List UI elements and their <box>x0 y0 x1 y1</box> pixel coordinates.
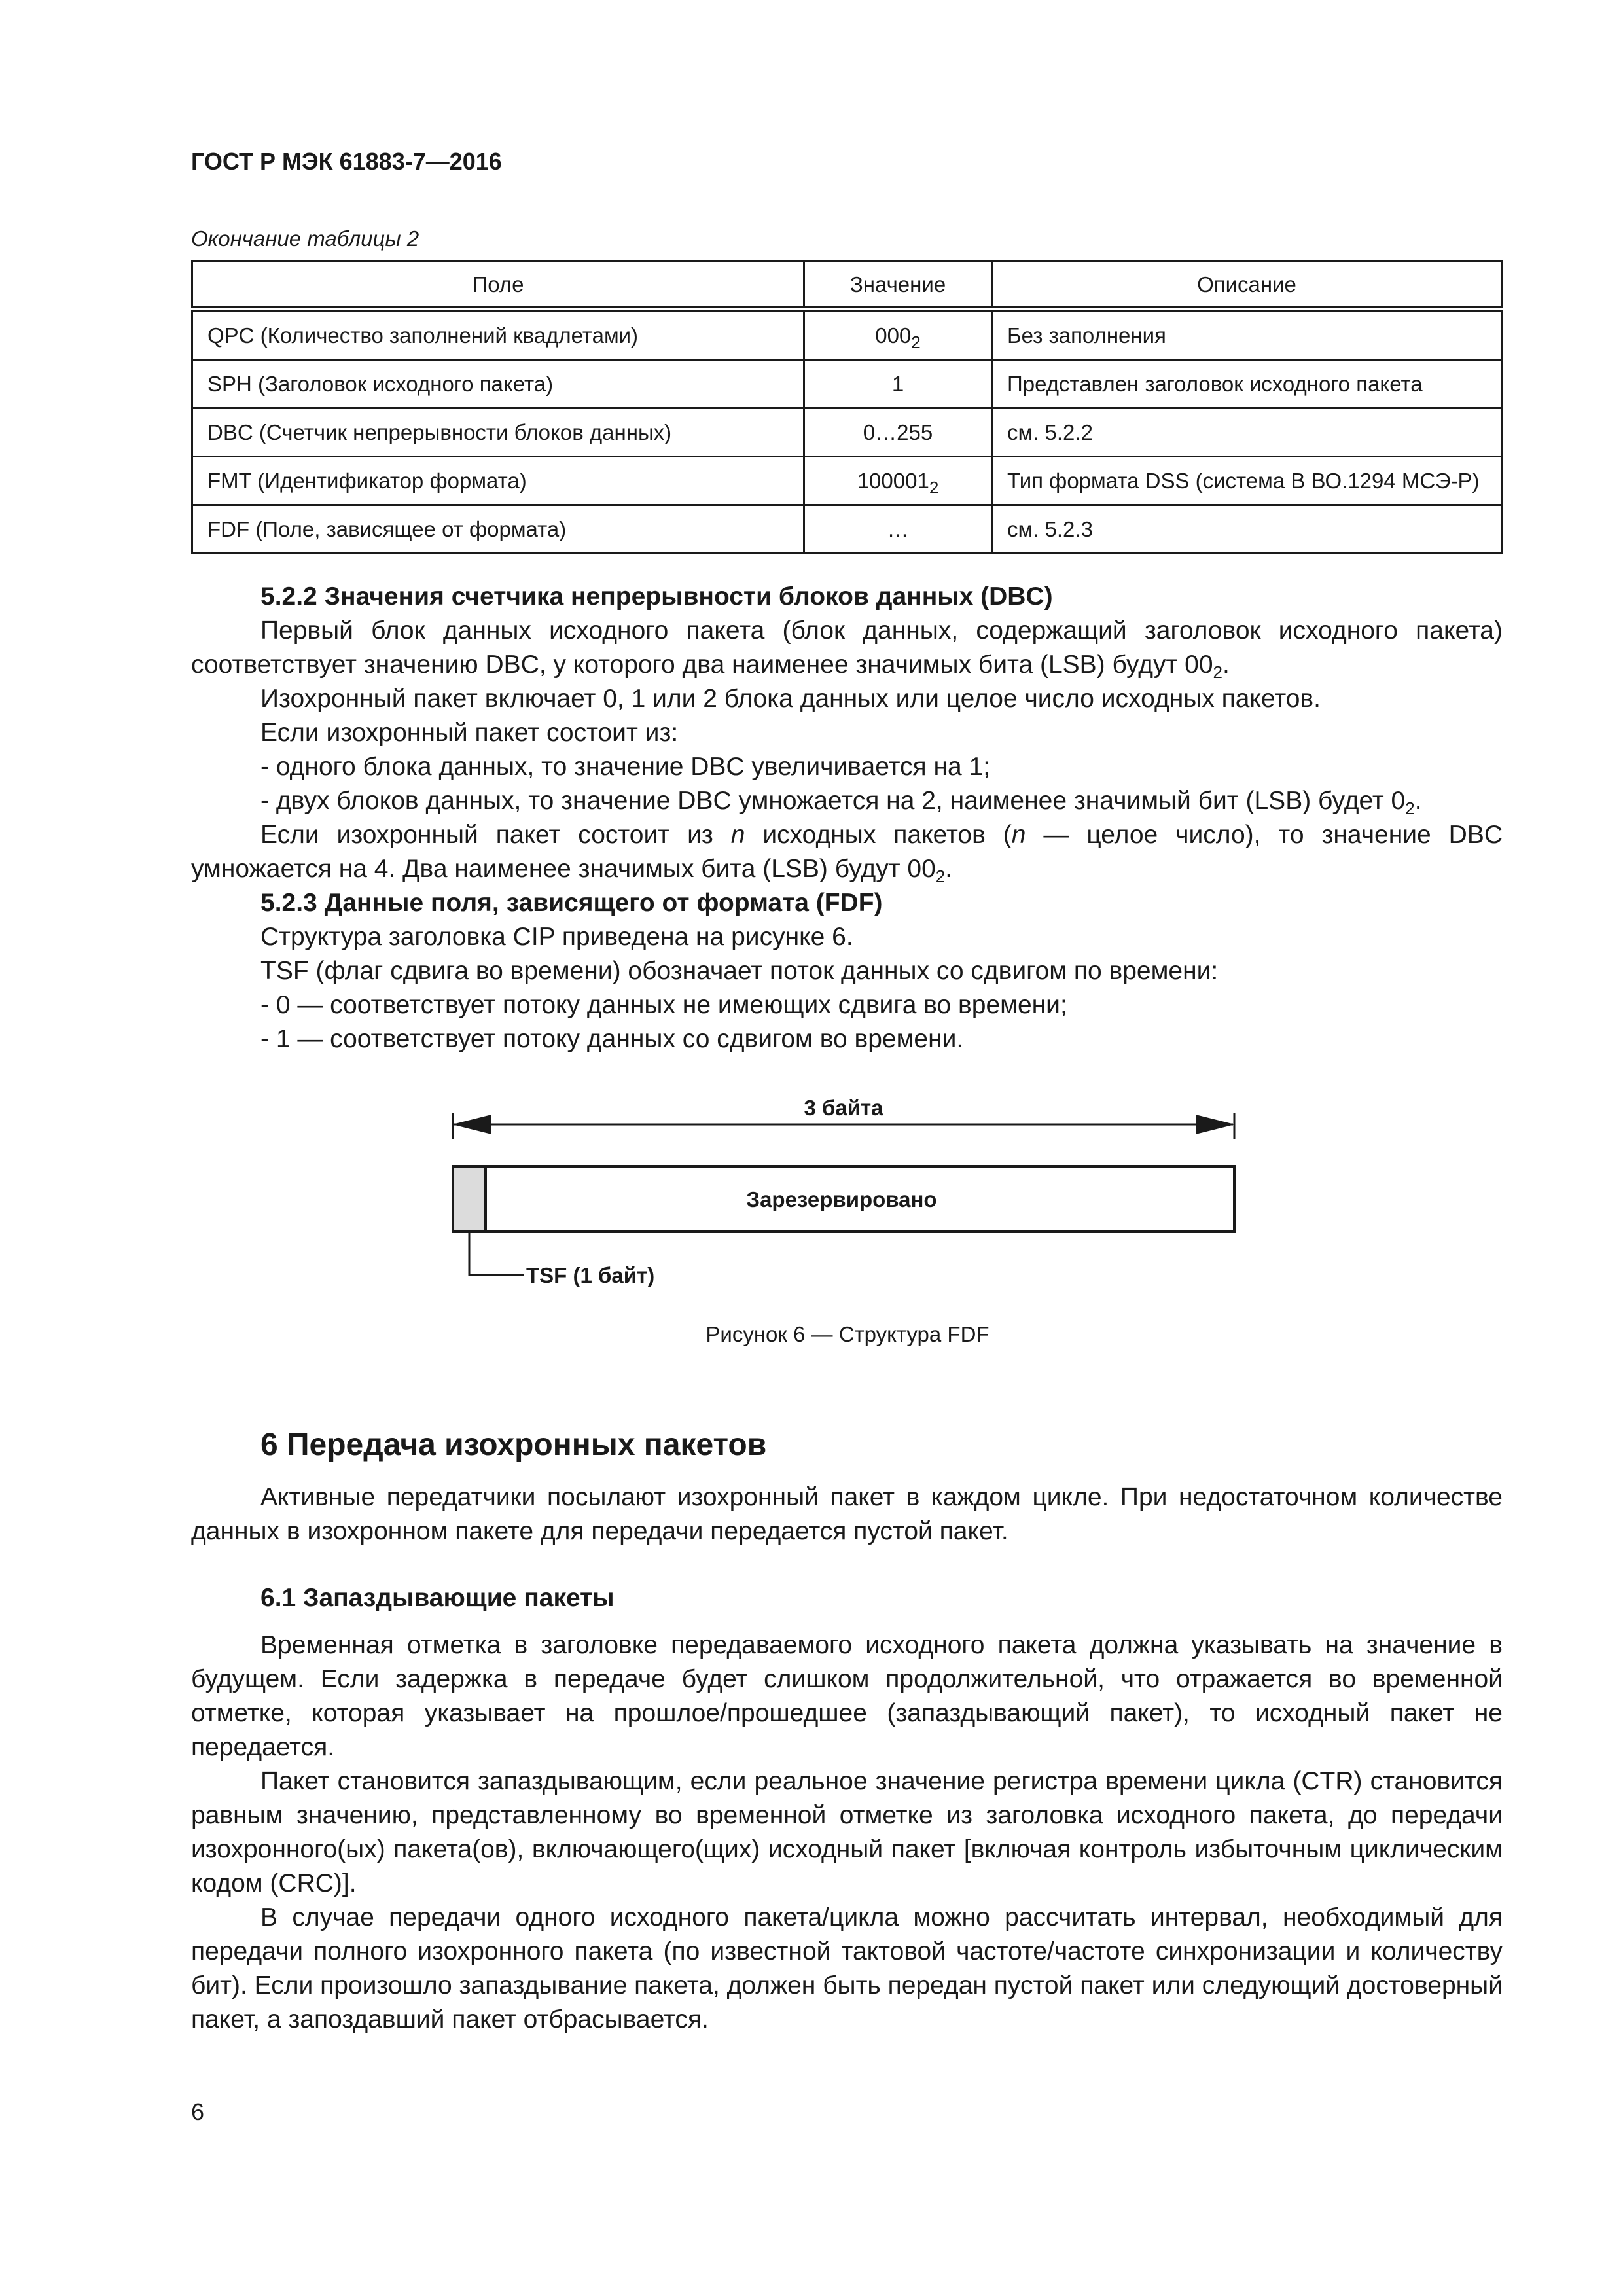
width-label: 3 байта <box>804 1096 883 1120</box>
section-6-1 <box>191 1628 1503 2037</box>
cell-description: Представлен заголовок исходного пакета <box>992 360 1502 408</box>
list-item: - одного блока данных, то значение DBC увеличивается на 1; <box>260 753 991 781</box>
page-number: 6 <box>191 2098 205 2125</box>
cell-value: $000_2$ <box>804 310 992 360</box>
paragraph: В случае передачи одного исходного пакета/цикла можно рассчитать интервал, необходимый для передачи полного изохронного пакета (по известной тактовой частоте/частоте синхронизации и количеству бит). Если произошло запаздывание пакета, должен быть передан пустой пакет или следующий достоверный пакет, а запоздавший пакет отбрасывается. <box>191 1903 1503 2034</box>
section-6 <box>191 1480 1503 1549</box>
paragraph: Активные передатчики посылают изохронный пакет в каждом цикле. При недостаточном количестве данных в изохронном пакете для передачи передается пустой пакет. <box>191 1483 1503 1545</box>
cell-field: QPC (Количество заполнений квадлетами) <box>192 310 804 360</box>
column-header-value: Значение <box>804 262 992 310</box>
section-heading-5-2-3: 5.2.3 Данные поля, зависящего от формата (FDF) <box>260 889 883 917</box>
cell-description: см. 5.2.3 <box>992 505 1502 554</box>
cell-description: Без заполнения <box>992 310 1502 360</box>
paragraph: Временная отметка в заголовке передаваемого исходного пакета должна указывать на значение в будущем. Если задержка в передаче будет слишком продолжительной, что отражается во временной отметке, которая указывает на прошлое/прошедшее (запаздывающий пакет), то исходный пакет не передается. <box>191 1631 1503 1761</box>
cell-description: см. 5.2.2 <box>992 408 1502 457</box>
column-header-field: Поле <box>192 262 804 310</box>
paragraph: TSF (флаг сдвига во времени) обозначает поток данных со сдвигом по времени: <box>260 957 1219 985</box>
cell-description: Тип формата DSS (система B ВО.1294 МСЭ-Р) <box>992 457 1502 505</box>
section-heading-6-1: 6.1 Запаздывающие пакеты <box>260 1584 615 1612</box>
paragraph: Первый блок данных исходного пакета (блок данных, содержащий заголовок исходного пакета) соответствует значению DBC, у которого два наименее значимых бита (LSB) будут $00_2$. <box>191 617 1503 682</box>
paragraph: Пакет становится запаздывающим, если реальное значение регистра времени цикла (CTR) становится равным значению, представленному во временной отметке из заголовка исходного пакета, до передачи изохронного(ых) пакета(ов), включающего(щих) исходный пакет [включая контроль избыточным циклическим кодом (CRC)]. <box>191 1767 1503 1897</box>
cell-value: 1 <box>804 360 992 408</box>
paragraph: Структура заголовка CIP приведена на рисунке 6. <box>260 923 853 951</box>
tsf-leader-line <box>469 1232 524 1275</box>
cell-field: FMT (Идентификатор формата) <box>192 457 804 505</box>
cell-field: DBC (Счетчик непрерывности блоков данных) <box>192 408 804 457</box>
cell-field: FDF (Поле, зависящее от формата) <box>192 505 804 554</box>
section-heading-5-2-2: 5.2.2 Значения счетчика непрерывности блоков данных (DBC) <box>260 583 1053 611</box>
cell-value: 0…255 <box>804 408 992 457</box>
list-item: - 0 — соответствует потоку данных не имеющих сдвига во времени; <box>260 991 1067 1019</box>
section-heading-6: 6 Передача изохронных пакетов <box>260 1427 767 1462</box>
column-header-description: Описание <box>992 262 1502 310</box>
list-item: - двух блоков данных, то значение DBC умножается на 2, наименее значимый бит (LSB) будет $0_2$. <box>260 787 1422 818</box>
cell-value: … <box>804 505 992 554</box>
cell-value: $100001_2$ <box>804 457 992 505</box>
tsf-label: TSF (1 байт) <box>526 1263 655 1287</box>
reserved-label: Зарезервировано <box>746 1187 937 1211</box>
document-code: ГОСТ Р МЭК 61883-7—2016 <box>191 148 502 175</box>
list-item: - 1 — соответствует потоку данных со сдвигом во времени. <box>260 1025 964 1053</box>
paragraph: Изохронный пакет включает 0, 1 или 2 блока данных или целое число исходных пакетов. <box>260 685 1321 713</box>
figure-caption: Рисунок 6 — Структура FDF <box>705 1322 990 1346</box>
cell-field: SPH (Заголовок исходного пакета) <box>192 360 804 408</box>
table-caption: Окончание таблицы 2 <box>191 226 419 251</box>
paragraph: Если изохронный пакет состоит из n исходных пакетов (n — целое число), то значение DBC умножается на 4. Два наименее значимых бита (LSB) будут $00_2$. <box>191 821 1503 886</box>
paragraph: Если изохронный пакет состоит из: <box>260 719 679 747</box>
tsf-field <box>453 1166 486 1232</box>
